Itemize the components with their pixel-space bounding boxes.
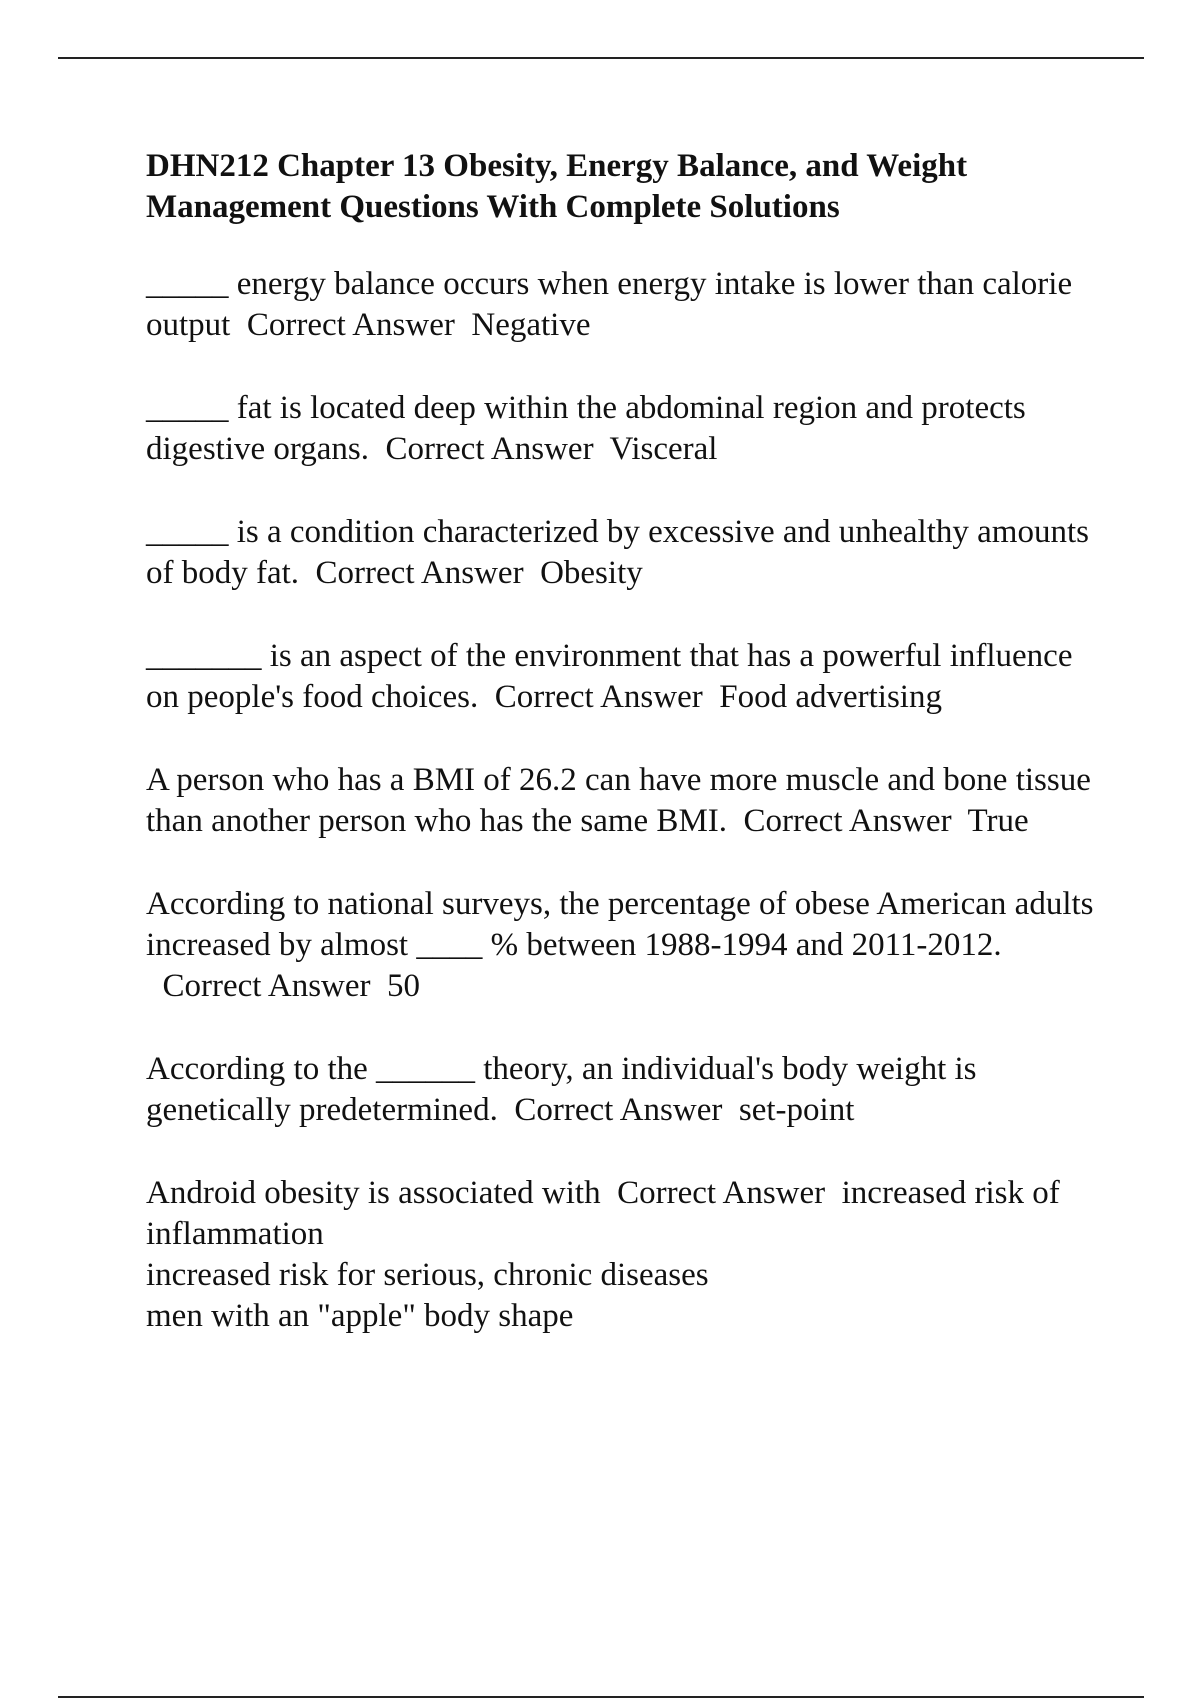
answer-text: set-point [738,1092,855,1128]
answer-label: Correct Answer [162,968,371,1004]
answer-continuation: increased risk for serious, chronic diseases [146,1257,709,1293]
answer-text: Visceral [609,431,718,467]
qa-item [146,884,1106,1007]
answer-label: Correct Answer [743,803,952,839]
answer-label: Correct Answer [514,1092,723,1128]
answer-text: Obesity [540,555,643,591]
answer-text: 50 [387,968,421,1004]
qa-item [146,1173,1106,1337]
top-rule [58,57,1144,59]
question-text: _____ fat is located deep within the abdominal region and protects digestive organs. [146,390,1026,467]
qa-item [146,388,1106,470]
answer-text: Food advertising [719,679,942,715]
qa-item [146,512,1106,594]
answer-text: Negative [471,307,591,343]
question-text: According to national surveys, the percentage of obese American adults increased by almost ____ % between 1988-1994 and 2011-2012. [146,886,1094,963]
answer-text: increased risk of inflammation [146,1175,1060,1252]
answer-label: Correct Answer [494,679,703,715]
question-text: _______ is an aspect of the environment that has a powerful influence on people's food choices. [146,638,1073,715]
qa-item [146,1049,1106,1131]
document-title: DHN212 Chapter 13 Obesity, Energy Balance, and Weight Management Questions With Complete Solutions [146,148,968,225]
bottom-rule [58,1696,1144,1698]
answer-label: Correct Answer [385,431,594,467]
question-text: A person who has a BMI of 26.2 can have more muscle and bone tissue than another person who has the same BMI. [146,762,1091,839]
qa-item [146,636,1106,718]
qa-item [146,760,1106,842]
question-text: _____ is a condition characterized by excessive and unhealthy amounts of body fat. [146,514,1089,591]
question-text: According to the ______ theory, an individual's body weight is genetically predetermined. [146,1051,977,1128]
qa-item [146,264,1106,346]
question-text: Android obesity is associated with [146,1175,601,1211]
answer-text: True [967,803,1029,839]
answer-continuation: men with an "apple" body shape [146,1298,574,1334]
question-text: _____ energy balance occurs when energy intake is lower than calorie output [146,266,1073,343]
document-body [146,146,1106,1379]
answer-label: Correct Answer [246,307,455,343]
answer-label: Correct Answer [315,555,524,591]
answer-label: Correct Answer [617,1175,826,1211]
